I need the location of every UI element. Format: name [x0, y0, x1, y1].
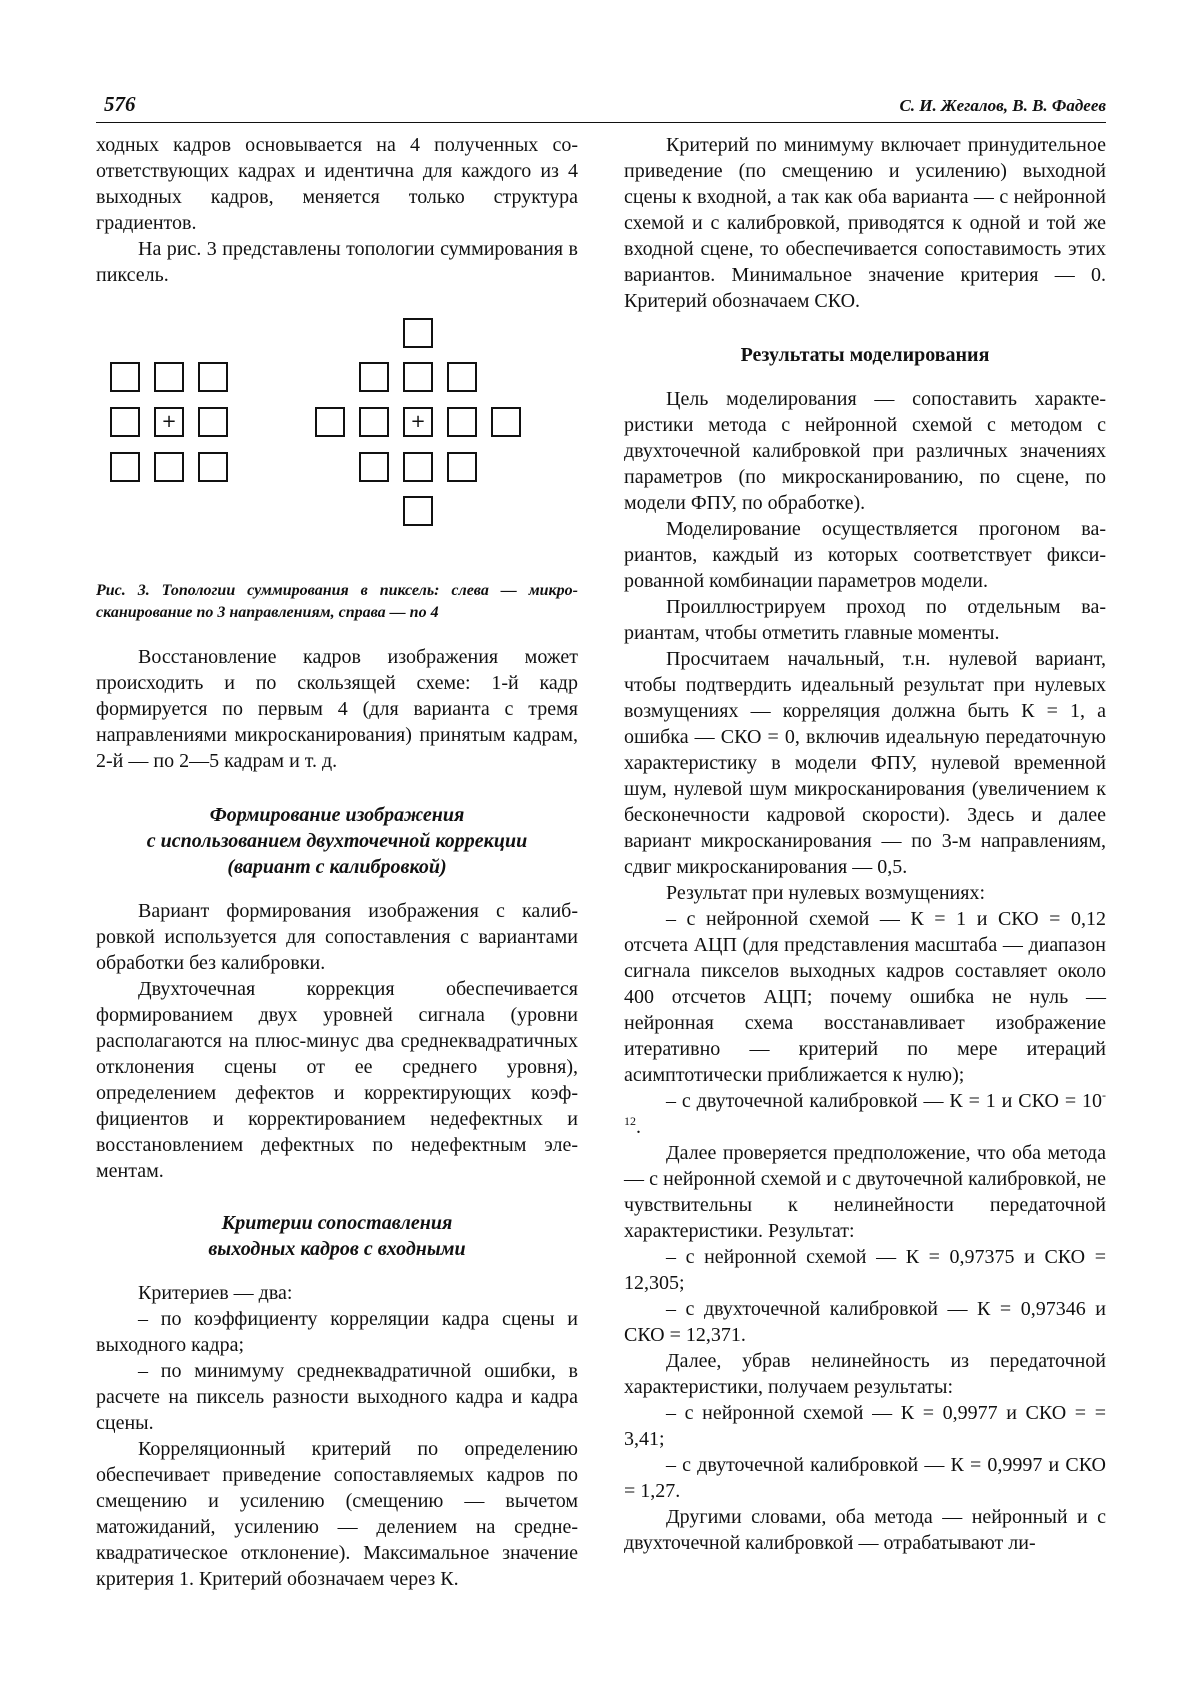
section-heading: Формирование изображения [209, 804, 465, 826]
page-number: 576 [104, 92, 136, 116]
grid-cell [403, 318, 433, 348]
section-heading: с использованием двухточечной коррекции [146, 830, 528, 852]
list-item: – по коэффициенту корреляции кадра сцены и выходного кадра; [96, 1308, 578, 1356]
paragraph: Критерий по минимуму включает принудительное приведение (по смещению и усилению) выходной сцены к входной, а так как оба варианта — с нейронной схемой и с калибровкой, приводятся к одной и той же входной сцене, то обеспечивается сопоставимость этих вариантов. Минимальное значение критерия — 0. Критерий обозначаем СКО. [624, 134, 1106, 312]
page-header [96, 92, 1106, 124]
grid-cell [403, 362, 433, 392]
grid-cell [110, 407, 140, 437]
exponent: -12 [624, 1088, 1106, 1128]
figure-caption: Рис. 3. Топологии суммирования в пиксель: слева — микросканирование по 3 направлениям, справа — по 4 [96, 582, 578, 621]
paragraph: Проиллюстрируем проход по отдельным вариантам, чтобы отметить главные моменты. [624, 596, 1106, 644]
grid-cell [198, 407, 228, 437]
paragraph: Двухточечная коррекция обеспечивается формированием двух уровней сигнала (уровни располагаются на плюс-минус два среднеквадратичных отклонения сцены от ее среднего уровня), определением дефектов и корректирующих коэффициентов и корректированием недефектных и восстановлением дефектных по недефектным элементам. [96, 978, 578, 1182]
grid-cell [403, 452, 433, 482]
grid-cell [359, 362, 389, 392]
header-rule [96, 122, 1106, 123]
grid-cell [315, 407, 345, 437]
grid-cell [154, 452, 184, 482]
left-column [96, 132, 578, 1592]
list-item: – с нейронной схемой — К = 0,97375 и СКО = 12,305; [624, 1246, 1106, 1294]
list-item: – с нейронной схемой — К = 1 и СКО = 0,12 отсчета АЦП (для представления масштаба — диапазон сигнала пикселов выходных кадров составляет около 400 отсчетов АЦП; почему ошибка не нуль — нейронная схема восстанавливает изображение итеративно — критерий по мере итераций асимптотически приближается к нулю); [624, 908, 1106, 1086]
running-title: С. И. Жегалов, В. В. Фадеев [899, 96, 1106, 115]
grid-cell [198, 452, 228, 482]
grid-cell [154, 362, 184, 392]
paragraph: На рис. 3 представлены топологии суммирования в пиксель. [96, 238, 578, 286]
list-item: – с двухточечной калибровкой — К = 0,97346 и СКО = 12,371. [624, 1298, 1106, 1346]
paragraph: Цель моделирования — сопоставить характеристики метода с нейронной схемой с методом с двухточечной калибровкой при различных значениях параметров (по микросканированию, по сцене, по модели ФПУ, по обработке). [624, 388, 1106, 514]
list-item: – с нейронной схемой — К = 0,9977 и СКО = = 3,41; [624, 1402, 1106, 1450]
section-heading: Результаты моделирования [740, 344, 990, 366]
section-heading: выходных кадров с входными [208, 1238, 466, 1260]
grid-cell [110, 362, 140, 392]
grid-cell [198, 362, 228, 392]
paragraph: Другими словами, оба метода — нейронный и с двухточечной калибровкой — отрабатывают ли- [624, 1506, 1106, 1554]
paragraph: ходных кадров основывается на 4 полученных соответствующих кадрах и идентична для каждого из 4 выходных кадров, меняется только структура градиентов. [96, 134, 578, 234]
right-column [624, 132, 1106, 1556]
list-item-end: . [636, 1116, 641, 1138]
grid-cell [359, 452, 389, 482]
paragraph: Вариант формирования изображения с калибровкой используется для сопоставления с вариантами обработки без калибровки. [96, 900, 578, 974]
grid-cell [403, 496, 433, 526]
paragraph: Моделирование осуществляется прогоном вариантов, каждый из которых соответствует фиксированной комбинации параметров модели. [624, 518, 1106, 592]
grid-cell [110, 452, 140, 482]
list-item: – по минимуму среднеквадратичной ошибки, в расчете на пиксель разности выходного кадра и кадра сцены. [96, 1360, 578, 1434]
section-heading: (вариант с калибровкой) [227, 856, 447, 878]
paragraph: Далее, убрав нелинейность из передаточной характеристики, получаем результаты: [624, 1350, 1106, 1398]
list-item [624, 1088, 1106, 1140]
paragraph: Просчитаем начальный, т.н. нулевой вариант, чтобы подтвердить идеальный результат при нулевых возмущениях — корреляция должна быть К = 1, а ошибка — СКО = 0, включив идеальную передаточную характеристику в модели ФПУ, нулевой временной шум, нулевой шум микросканирования (увеличением к бесконечности кадровой скорости). Здесь и далее вариант микросканирования — по 3-м направлениям, сдвиг микросканирования — 0,5. [624, 648, 1106, 878]
grid-cell [447, 452, 477, 482]
grid-cell [447, 362, 477, 392]
paragraph: Восстановление кадров изображения может происходить и по скользящей схеме: 1-й кадр формируется по первым 4 (для варианта с тремя направлениями микросканирования) принятым кадрам, 2-й — по 2—5 кадрам и т. д. [96, 646, 578, 772]
center-cell: + [403, 407, 433, 437]
list-item-text: – с двуточечной калибровкой — К = 1 и СКО = 10 [666, 1090, 1102, 1112]
grid-cell [447, 407, 477, 437]
paragraph: Результат при нулевых возмущениях: [666, 882, 985, 904]
grid-cell [491, 407, 521, 437]
paragraph: Далее проверяется предположение, что оба метода — с нейронной схемой и с двуточечной калибровкой, не чувствительны к нелинейности передаточной характеристики. Результат: [624, 1142, 1106, 1242]
grid-cell [359, 407, 389, 437]
figure-3 [96, 302, 578, 570]
paragraph: Критериев — два: [138, 1282, 293, 1304]
list-item: – с двуточечной калибровкой — К = 0,9997 и СКО = 1,27. [624, 1454, 1106, 1502]
center-cell: + [154, 407, 184, 437]
paragraph: Корреляционный критерий по определению обеспечивает приведение сопоставляемых кадров по смещению и усилению (смещению — вычетом матожиданий, усилению — делением на среднеквадратическое отклонение). Максимальное значение критерия 1. Критерий обозначаем через К. [96, 1438, 578, 1590]
section-heading: Критерии сопоставления [221, 1212, 453, 1234]
